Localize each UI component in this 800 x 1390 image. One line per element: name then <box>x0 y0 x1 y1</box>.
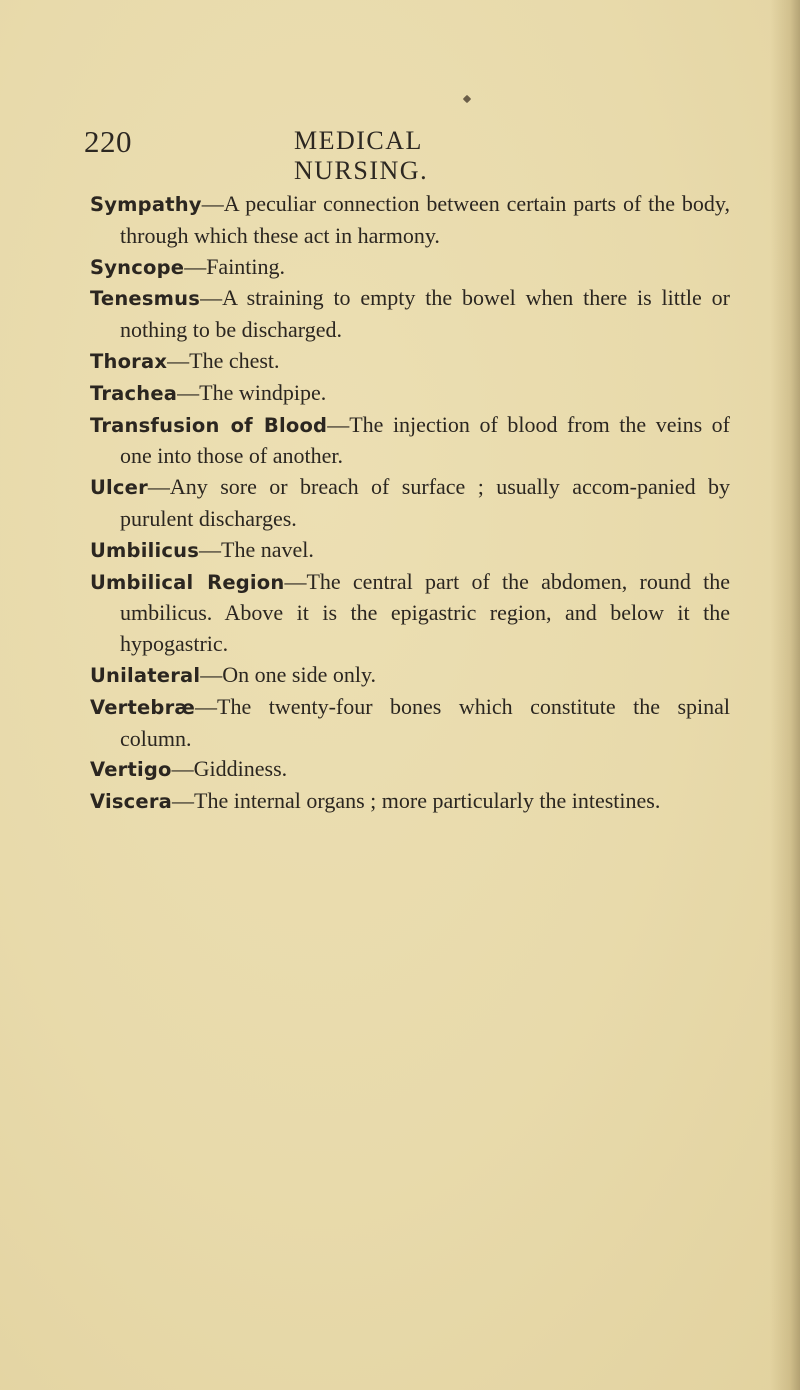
entry-definition: The windpipe. <box>199 379 327 405</box>
glossary-entry: Viscera—The internal organs ; more particularly the intestines. <box>90 788 661 814</box>
glossary-entries <box>90 189 730 818</box>
entry-term: Ulcer <box>90 476 148 500</box>
entry-term: Umbilicus <box>90 538 200 562</box>
entry-term: Thorax <box>90 349 168 373</box>
running-head <box>84 124 554 185</box>
glossary-entry: Trachea—The windpipe. <box>90 379 327 405</box>
glossary-entry: Vertigo—Giddiness. <box>90 756 288 782</box>
entry-term: Umbilical Region <box>90 570 285 594</box>
glossary-entry: Sympathy—A peculiar connection between certain parts of the body, through which these act in harmony. <box>90 191 730 248</box>
glossary-entry: Tenesmus—A straining to empty the bowel when there is little or nothing to be discharged. <box>90 285 730 343</box>
entry-definition: A peculiar connection between certain parts of the body, through which these act in harmony. <box>120 191 730 248</box>
entry-definition: Giddiness. <box>193 756 288 782</box>
entry-term: Sympathy <box>90 193 202 216</box>
entry-term: Trachea <box>90 381 178 405</box>
entry-definition: The chest. <box>189 347 280 373</box>
entry-term: Viscera <box>90 790 172 814</box>
entry-definition: The twenty-four bones which constitute the spinal column. <box>120 693 730 751</box>
entry-definition: The central part of the abdomen, round the umbilicus. Above it is the epigastric region, and below it the hypogastric. <box>120 568 730 657</box>
glossary-entry: Unilateral—On one side only. <box>90 661 377 687</box>
entry-definition: The internal organs ; more particularly the intestines. <box>194 788 661 814</box>
entry-definition: Any sore or breach of surface ; usually accom-panied by purulent discharges. <box>120 474 730 531</box>
running-title: MEDICAL NURSING. <box>294 126 429 185</box>
entry-definition: On one side only. <box>222 661 377 687</box>
entry-term: Syncope <box>90 255 185 279</box>
page-number: 220 <box>84 124 132 159</box>
entry-definition: A straining to empty the bowel when there is little or nothing to be discharged. <box>120 285 730 343</box>
glossary-entry: Ulcer—Any sore or breach of surface ; usually accom-panied by purulent discharges. <box>90 474 730 531</box>
entry-term: Tenesmus <box>90 287 201 311</box>
entry-term: Vertigo <box>90 758 172 782</box>
glossary-entry: Syncope—Fainting. <box>90 253 286 279</box>
entry-term: Vertebræ <box>90 695 196 719</box>
entry-term: Unilateral <box>90 663 201 687</box>
entry-definition: The navel. <box>221 536 314 562</box>
entry-definition: The injection of blood from the veins of one into those of another. <box>120 411 730 469</box>
print-mark <box>463 95 471 103</box>
entry-term: Transfusion of Blood <box>90 413 328 437</box>
glossary-entry: Vertebræ—The twenty-four bones which constitute the spinal column. <box>90 693 730 751</box>
entry-definition: Fainting. <box>206 253 286 279</box>
glossary-entry: Umbilicus—The navel. <box>90 536 314 562</box>
glossary-entry: Umbilical Region—The central part of the abdomen, round the umbilicus. Above it is the epigastric region, and below it the hypogastric. <box>90 568 730 657</box>
glossary-entry: Transfusion of Blood—The injection of blood from the veins of one into those of another. <box>90 411 730 469</box>
glossary-entry: Thorax—The chest. <box>90 347 280 373</box>
